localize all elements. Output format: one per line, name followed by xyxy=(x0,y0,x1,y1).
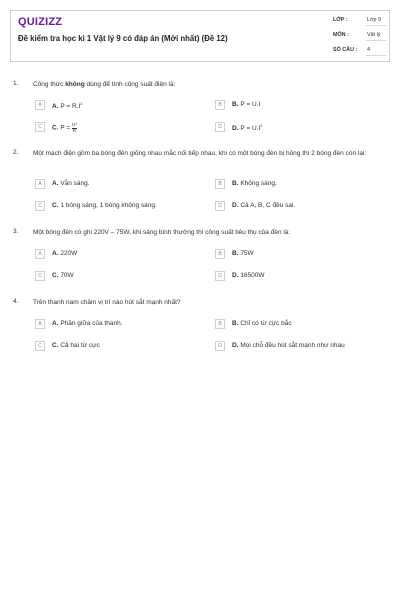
worksheet-title: Đề kiểm tra học kì 1 Vật lý 9 có đáp án (Mới nhất) (Đề 12) xyxy=(18,34,228,43)
class-underline xyxy=(366,25,386,26)
option-letter-box: B xyxy=(215,249,225,259)
option-letter-box: D xyxy=(215,122,225,132)
option-letter-box: C xyxy=(35,271,45,281)
option-letter-box: C xyxy=(35,201,45,211)
question-text: Một bóng đèn có ghi 220V – 75W, khi sáng bình thường thì công suất tiêu thụ của đèn là: xyxy=(33,229,291,236)
question-number: 2. xyxy=(13,149,19,156)
option-letter-box: A xyxy=(35,319,45,329)
subject-label: MÔN : xyxy=(333,32,349,38)
worksheet-page: QUIZIZZ Đề kiểm tra học kì 1 Vật lý 9 có đáp án (Mới nhất) (Đề 12) LỚP : Lớp 9 MÔN : Vật lý SỐ CÂU : 4 1. Công thức không dùng để tính công suất điện là: A A. $P = R.I^2$ B B. P = U.I C C. P = $\frac{\text{U²}}{R}$ D D. $P = U.I^2$ 2. Một mạch điện gồm ba bóng đèn giống nhau mắc nối tiếp nhau, khi có một bóng đèn bị hỏng thì 2 bóng đèn còn lại: A A. Vẫn sáng. B B. Không sáng. C C. 1 bóng sáng, 1 bóng không sáng. D D. Cả A, B, C đều sai. 3. Một bóng đèn có ghi 220V – 75W, khi sáng bình thường thì công suất tiêu thụ của đèn là: A A. 220W B B. 75W C C. 70W D D. 16500W 4. Trên thanh nam châm vị trí nào hút sắt mạnh nhất? A A. Phần giữa của thanh. B B. Chỉ có từ cực bắc C C. Cả hai từ cực D D. Mọi chỗ đều hút sắt mạnh như nhau xyxy=(0,0,400,600)
option-letter-box: C xyxy=(35,341,45,351)
option-letter-box: A xyxy=(35,100,45,110)
question-text: Trên thanh nam châm vị trí nào hút sắt mạnh nhất? xyxy=(33,299,181,306)
question-text: Công thức không dùng để tính công suất điện là: xyxy=(33,81,176,88)
option-letter-box: B xyxy=(215,179,225,189)
subject-value: Vật lý xyxy=(367,32,381,38)
option-letter-box: A xyxy=(35,249,45,259)
worksheet-header xyxy=(10,10,390,62)
option-letter-box: D xyxy=(215,341,225,351)
question-count-underline xyxy=(366,55,386,56)
question-number: 4. xyxy=(13,298,19,305)
class-label: LỚP : xyxy=(333,17,348,23)
quizizz-logo: QUIZIZZ xyxy=(18,16,63,28)
option-letter-box: B xyxy=(215,100,225,110)
question-count-value: 4 xyxy=(367,47,370,53)
fraction: $\frac{\text{U²}}{R}$ xyxy=(71,122,77,133)
option-letter-box: B xyxy=(215,319,225,329)
question-count-label: SỐ CÂU : xyxy=(333,47,358,53)
subject-underline xyxy=(366,40,386,41)
question-text: Một mạch điện gồm ba bóng đèn giống nhau mắc nối tiếp nhau, khi có một bóng đèn bị hỏng thì 2 bóng đèn còn lại: xyxy=(33,150,367,157)
question-number: 1. xyxy=(13,80,19,87)
question-number: 3. xyxy=(13,228,19,235)
option-letter-box: A xyxy=(35,179,45,189)
class-value: Lớp 9 xyxy=(367,17,382,23)
option-letter-box: D xyxy=(215,271,225,281)
option-letter-box: D xyxy=(215,201,225,211)
option-letter-box: C xyxy=(35,122,45,132)
